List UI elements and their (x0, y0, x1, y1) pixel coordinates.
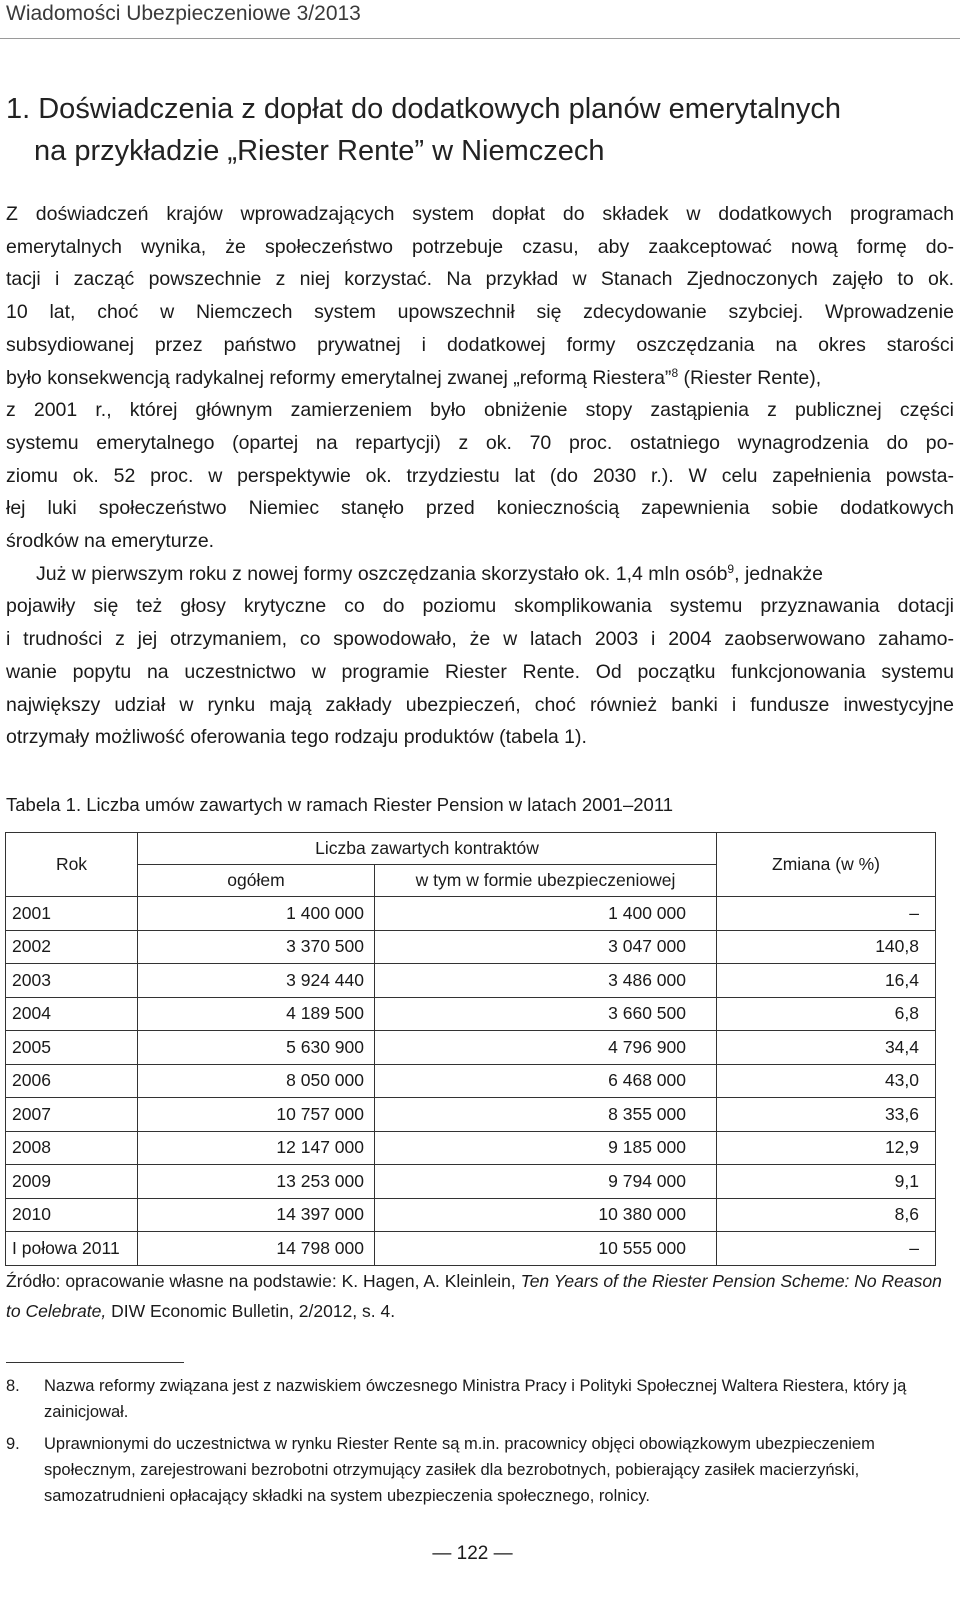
cell-total: 13 253 000 (138, 1165, 375, 1199)
cell-total: 5 630 900 (138, 1031, 375, 1065)
cell-insurance: 1 400 000 (375, 897, 717, 931)
cell-total: 3 924 440 (138, 964, 375, 998)
footnote-number: 8. (6, 1377, 20, 1395)
text-line: tacji i zacząć powszechnie z niej korzystać. Na przykład w Stanach Zjednoczonych zajęło to ok. (6, 268, 954, 291)
text-line (6, 558, 954, 591)
text-line: emerytalnych wynika, że społeczeństwo potrzebuje czasu, aby zaakceptować nową formę do- (6, 235, 954, 258)
cell-change: 43,0 (717, 1064, 936, 1098)
text-segment: (Riester Rente), (678, 366, 822, 389)
text-line (6, 362, 954, 395)
cell-insurance: 6 468 000 (375, 1064, 717, 1098)
section-title (6, 88, 906, 172)
cell-change: – (717, 1232, 936, 1266)
cell-total: 1 400 000 (138, 897, 375, 931)
cell-change: 12,9 (717, 1131, 936, 1165)
footnote-number: 9. (6, 1435, 20, 1453)
page-number: — 122 — (432, 1543, 513, 1564)
cell-rok: I połowa 2011 (6, 1232, 138, 1266)
cell-change: 6,8 (717, 997, 936, 1031)
cell-total: 14 798 000 (138, 1232, 375, 1266)
cell-insurance: 4 796 900 (375, 1031, 717, 1065)
cell-rok: 2007 (6, 1098, 138, 1132)
text-line: ziomu ok. 52 proc. w perspektywie ok. trzydziestu lat (do 2030 r.). W celu zapełnienia powsta- (6, 464, 954, 487)
source-suffix: DIW Economic Bulletin, 2/2012, s. 4. (106, 1301, 396, 1321)
cell-insurance: 3 486 000 (375, 964, 717, 998)
running-header: Wiadomości Ubezpieczeniowe 3/2013 (6, 2, 361, 25)
text-segment: było konsekwencją radykalnej reformy emerytalnej zwanej „reformą Riestera” (6, 366, 672, 389)
cell-insurance: 3 047 000 (375, 930, 717, 964)
cell-change: – (717, 897, 936, 931)
cell-change: 34,4 (717, 1031, 936, 1065)
cell-rok: 2008 (6, 1131, 138, 1165)
header-rok: Rok (6, 833, 138, 897)
cell-insurance: 8 355 000 (375, 1098, 717, 1132)
header-insurance: w tym w formie ubezpieczeniowej (375, 865, 717, 897)
header-total: ogółem (138, 865, 375, 897)
cell-change: 8,6 (717, 1198, 936, 1232)
section-title-line-1: 1. Doświadczenia z dopłat do dodatkowych planów emerytalnych (6, 93, 842, 125)
table-row (6, 1198, 936, 1232)
cell-rok: 2010 (6, 1198, 138, 1232)
cell-rok: 2005 (6, 1031, 138, 1065)
cell-rok: 2002 (6, 930, 138, 964)
text-line: największy udział w rynku mają zakłady ubezpieczeń, choć również banki i fundusze inwestycyjne (6, 693, 954, 716)
cell-rok: 2001 (6, 897, 138, 931)
cell-total: 14 397 000 (138, 1198, 375, 1232)
table-row (6, 1064, 936, 1098)
cell-total: 12 147 000 (138, 1131, 375, 1165)
text-line: wanie popytu na uczestnictwo w programie Riester Rente. Od początku funkcjonowania systemu (6, 660, 954, 683)
cell-total: 4 189 500 (138, 997, 375, 1031)
table-row (6, 1232, 936, 1266)
cell-total: 3 370 500 (138, 930, 375, 964)
text-line: łej luki społeczeństwo Niemiec stanęło przed koniecznością zapewnienia sobie dodatkowych (6, 497, 954, 520)
table-row (6, 897, 936, 931)
header-divider (0, 38, 960, 39)
table-source (6, 1266, 946, 1326)
footnote-8 (6, 1373, 940, 1425)
cell-total: 8 050 000 (138, 1064, 375, 1098)
cell-change: 140,8 (717, 930, 936, 964)
text-line: systemu emerytalnego (opartej na repartycji) z ok. 70 proc. ostatniego wynagrodzenia do po- (6, 431, 954, 454)
cell-change: 9,1 (717, 1165, 936, 1199)
footnote-text: Uprawnionymi do uczestnictwa w rynku Riester Rente są m.in. pracownicy objęci obowiązkowym ubezpieczeniem społecznym, zarejestrowani bezrobotni otrzymujący zasiłek dla bezrobotnych, pobierający zasiłek macierzyński, samozatrudnieni opłacający składki na system ubezpieczenia społecznego, rolnicy. (44, 1435, 875, 1505)
cell-insurance: 10 380 000 (375, 1198, 717, 1232)
cell-insurance: 3 660 500 (375, 997, 717, 1031)
table-row (6, 1165, 936, 1199)
cell-insurance: 10 555 000 (375, 1232, 717, 1266)
table-row (6, 997, 936, 1031)
text-segment: , jednakże (734, 562, 824, 585)
cell-rok: 2006 (6, 1064, 138, 1098)
footnote-9 (6, 1431, 940, 1509)
source-title: Ten Years of the Riester Pension Scheme: No Reason to Celebrate, (6, 1271, 942, 1321)
footnotes (6, 1373, 940, 1515)
table-row (6, 1031, 936, 1065)
text-line: subsydiowanej przez państwo prywatnej i dodatkowej formy oszczędzania na okres starości (6, 333, 954, 356)
cell-rok: 2004 (6, 997, 138, 1031)
cell-rok: 2009 (6, 1165, 138, 1199)
text-line: i trudności z jej otrzymaniem, co spowodowało, że w latach 2003 i 2004 zaobserwowano zahamo- (6, 628, 954, 651)
footnote-ref-8[interactable]: 8 (671, 365, 679, 380)
table-row (6, 1098, 936, 1132)
text-line: otrzymały możliwość oferowania tego rodzaju produktów (tabela 1). (6, 726, 587, 749)
text-line: pojawiły się też głosy krytyczne co do poziomu skomplikowania systemu przyznawania dotacji (6, 595, 954, 618)
table-row (6, 964, 936, 998)
text-line: 10 lat, choć w Niemczech system upowszechnił się zdecydowanie szybciej. Wprowadzenie (6, 301, 954, 324)
body-text (6, 198, 954, 754)
cell-rok: 2003 (6, 964, 138, 998)
paragraph-1 (6, 198, 954, 558)
header-contracts-group: Liczba zawartych kontraktów (138, 833, 717, 865)
cell-total: 10 757 000 (138, 1098, 375, 1132)
cell-insurance: 9 794 000 (375, 1165, 717, 1199)
table-header-row (6, 833, 936, 865)
header-change: Zmiana (w %) (717, 833, 936, 897)
footnote-divider (6, 1362, 184, 1363)
cell-change: 33,6 (717, 1098, 936, 1132)
table-row (6, 1131, 936, 1165)
text-line: Z doświadczeń krajów wprowadzających system dopłat do składek w dodatkowych programach (6, 203, 954, 225)
cell-change: 16,4 (717, 964, 936, 998)
cell-insurance: 9 185 000 (375, 1131, 717, 1165)
section-title-line-2: na przykładzie „Riester Rente” w Niemczech (34, 135, 605, 167)
table-row (6, 930, 936, 964)
text-line: z 2001 r., której głównym zamierzeniem było obniżenie stopy zastąpienia z publicznej części (6, 399, 954, 422)
source-prefix: Źródło: opracowanie własne na podstawie: K. Hagen, A. Kleinlein, (6, 1271, 521, 1291)
paragraph-2 (6, 558, 954, 754)
footnote-text: Nazwa reformy związana jest z nazwiskiem ówczesnego Ministra Pracy i Polityki Społecznej Waltera Riestera, który ją zainicjował. (44, 1377, 907, 1421)
text-line: środków na emeryturze. (6, 530, 215, 553)
contracts-table (5, 832, 936, 1266)
table-caption: Tabela 1. Liczba umów zawartych w ramach Riester Pension w latach 2001–2011 (6, 794, 674, 815)
footnote-ref-9[interactable]: 9 (727, 561, 735, 576)
text-segment: Już w pierwszym roku z nowej formy oszczędzania skorzystało ok. 1,4 mln osób (36, 562, 728, 585)
